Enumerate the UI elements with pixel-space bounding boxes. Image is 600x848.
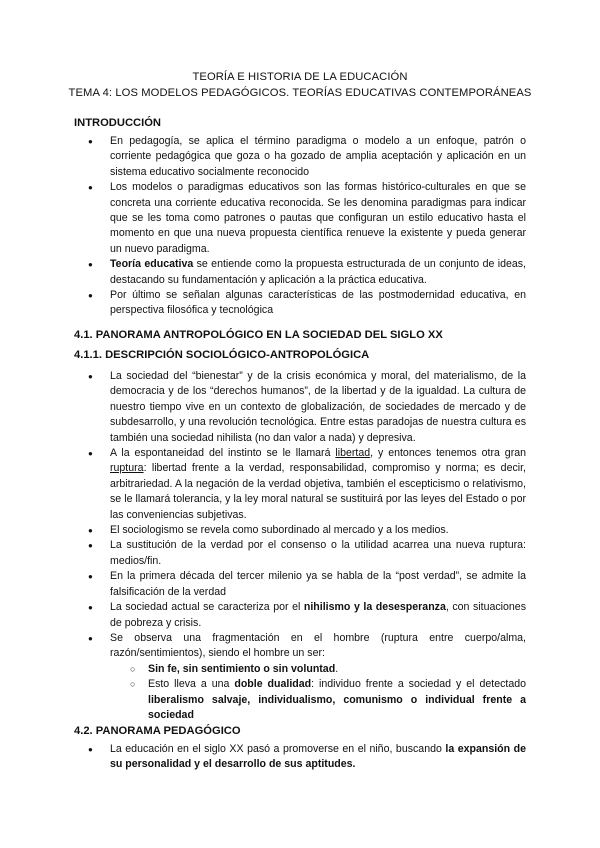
- list-item: ● En pedagogía, se aplica el término paradigma o modelo a un enfoque, patrón o corriente pedagógica que goza o ha gozado de amplia aceptación y aplicación en un sistema educativo socialmente reconocido: [74, 134, 526, 180]
- document-subtitle: TEMA 4: LOS MODELOS PEDAGÓGICOS. TEORÍAS EDUCATIVAS CONTEMPORÁNEAS: [68, 87, 532, 99]
- sub-list-item: ○ Esto lleva a una doble dualidad: individuo frente a sociedad y el detectado liberalismo salvaje, individualismo, comunismo o individual frente a sociedad: [110, 677, 526, 723]
- intro-heading: INTRODUCCIÓN: [74, 117, 162, 129]
- section-4-2-heading: 4.2. PANORAMA PEDAGÓGICO: [74, 725, 241, 737]
- section-4-1-heading: 4.1. PANORAMA ANTROPOLÓGICO EN LA SOCIEDAD DEL SIGLO XX: [74, 329, 443, 341]
- list-item: ● La sustitución de la verdad por el consenso o la utilidad acarrea una nueva ruptura: medios/fin.: [74, 538, 526, 569]
- section-4-2-list: [74, 742, 526, 773]
- list-item: ● Se observa una fragmentación en el hombre (ruptura entre cuerpo/alma, razón/sentimientos), siendo el hombre un ser: ○ Sin fe, sin sentimiento o sin voluntad. ○ Esto lleva a una doble dualidad: individuo frente a sociedad y el detectado liberalismo salvaje, individualismo, comunismo o individual frente a sociedad: [74, 631, 526, 723]
- list-item: ● La sociedad actual se caracteriza por el nihilismo y la desesperanza, con situaciones de pobreza y crisis.: [74, 600, 526, 631]
- section-4-1-1-heading: 4.1.1. DESCRIPCIÓN SOCIOLÓGICO-ANTROPOLÓGICA: [74, 349, 370, 361]
- section-4-1-list: [74, 369, 526, 723]
- list-item: ● La sociedad del “bienestar” y de la crisis económica y moral, del materialismo, de la democracia y de los “derechos humanos”, de la libertad y de la igualdad. La cultura de nuestro tiempo vive en un contexto de globalización, de sociedades de mercado y de subdesarrollo, y una revolución tecnológica. Entre estas paradojas de nuestra cultura es también una sociedad nihilista (no dan valor a nada) y depresiva.: [74, 369, 526, 446]
- list-item: ● A la espontaneidad del instinto se le llamará libertad, y entonces tenemos otra gran ruptura: libertad frente a la verdad, responsabilidad, compromiso y norma; es decir, arbitrariedad. A la negación de la verdad objetiva, también el escepticismo o relativismo, se le llamará tolerancia, y la ley moral natural se sustituirá por las leyes del Estado o por las conveniencias subjetivas.: [74, 446, 526, 523]
- list-item: ● El sociologismo se revela como subordinado al mercado y a los medios.: [74, 523, 526, 538]
- intro-list: [74, 134, 526, 319]
- list-item: ● Los modelos o paradigmas educativos son las formas histórico-culturales en que se concreta una corriente educativa reconocida. Se les denomina paradigmas para indicar que se les toma como patrones o pautas que configuran un estilo educativo hasta el momento en que una nueva propuesta científica renueve la existente y pueda generar un nuevo paradigma.: [74, 180, 526, 257]
- list-item: ● En la primera década del tercer milenio ya se habla de la “post verdad”, se admite la falsificación de la verdad: [74, 569, 526, 600]
- list-item: ● La educación en el siglo XX pasó a promoverse en el niño, buscando la expansión de su personalidad y el desarrollo de sus aptitudes.: [74, 742, 526, 773]
- sub-list-item: ○ Sin fe, sin sentimiento o sin voluntad.: [110, 662, 526, 677]
- list-item: ● Teoría educativa se entiende como la propuesta estructurada de un conjunto de ideas, destacando su fundamentación y aplicación a la práctica educativa.: [74, 257, 526, 288]
- sub-list: [110, 662, 526, 724]
- list-item: ● Por último se señalan algunas características de las postmodernidad educativa, en perspectiva filosófica y tecnológica: [74, 288, 526, 319]
- document-title: TEORÍA E HISTORIA DE LA EDUCACIÓN: [192, 71, 408, 83]
